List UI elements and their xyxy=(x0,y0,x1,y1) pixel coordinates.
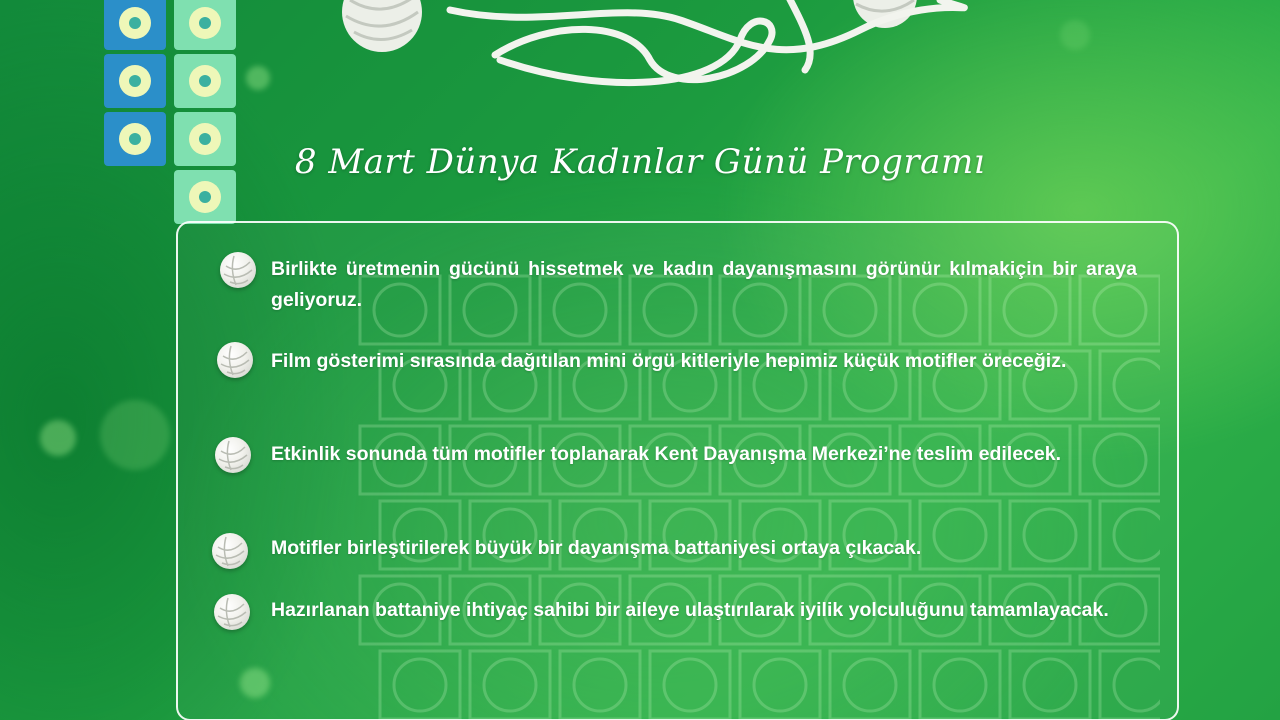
bokeh-light xyxy=(100,400,170,470)
yarn-decoration xyxy=(300,0,1000,100)
program-item: Film gösterimi sırasında dağıtılan mini örgü kitleriyle hepimiz küçük motifler öreceğiz. xyxy=(271,350,1067,372)
program-item: Hazırlanan battaniye ihtiyaç sahibi bir aileye ulaştırılarak iyilik yolculuğunu tamamlayacak. xyxy=(271,599,1109,621)
program-item: Birlikte üretmenin gücünü hissetmek ve kadın dayanışmasını görünür kılmakiçin bir araya geliyoruz. xyxy=(271,258,1137,311)
bokeh-light xyxy=(246,66,270,90)
bokeh-light xyxy=(1060,20,1090,50)
yarn-ball-icon xyxy=(215,437,251,473)
yarn-ball-icon xyxy=(217,342,253,378)
yarn-ball-icon xyxy=(214,594,250,630)
page-title: 8 Mart Dünya Kadınlar Günü Programı xyxy=(294,142,986,182)
yarn-ball-icon xyxy=(220,252,256,288)
program-panel xyxy=(176,221,1179,720)
yarn-ball-icon xyxy=(212,533,248,569)
program-item: Etkinlik sonunda tüm motifler toplanarak Kent Dayanışma Merkezi’ne teslim edilecek. xyxy=(271,443,1061,465)
program-item: Motifler birleştirilerek büyük bir dayanışma battaniyesi ortaya çıkacak. xyxy=(271,537,922,559)
crochet-scarf-image xyxy=(100,0,240,230)
bokeh-light xyxy=(40,420,76,456)
